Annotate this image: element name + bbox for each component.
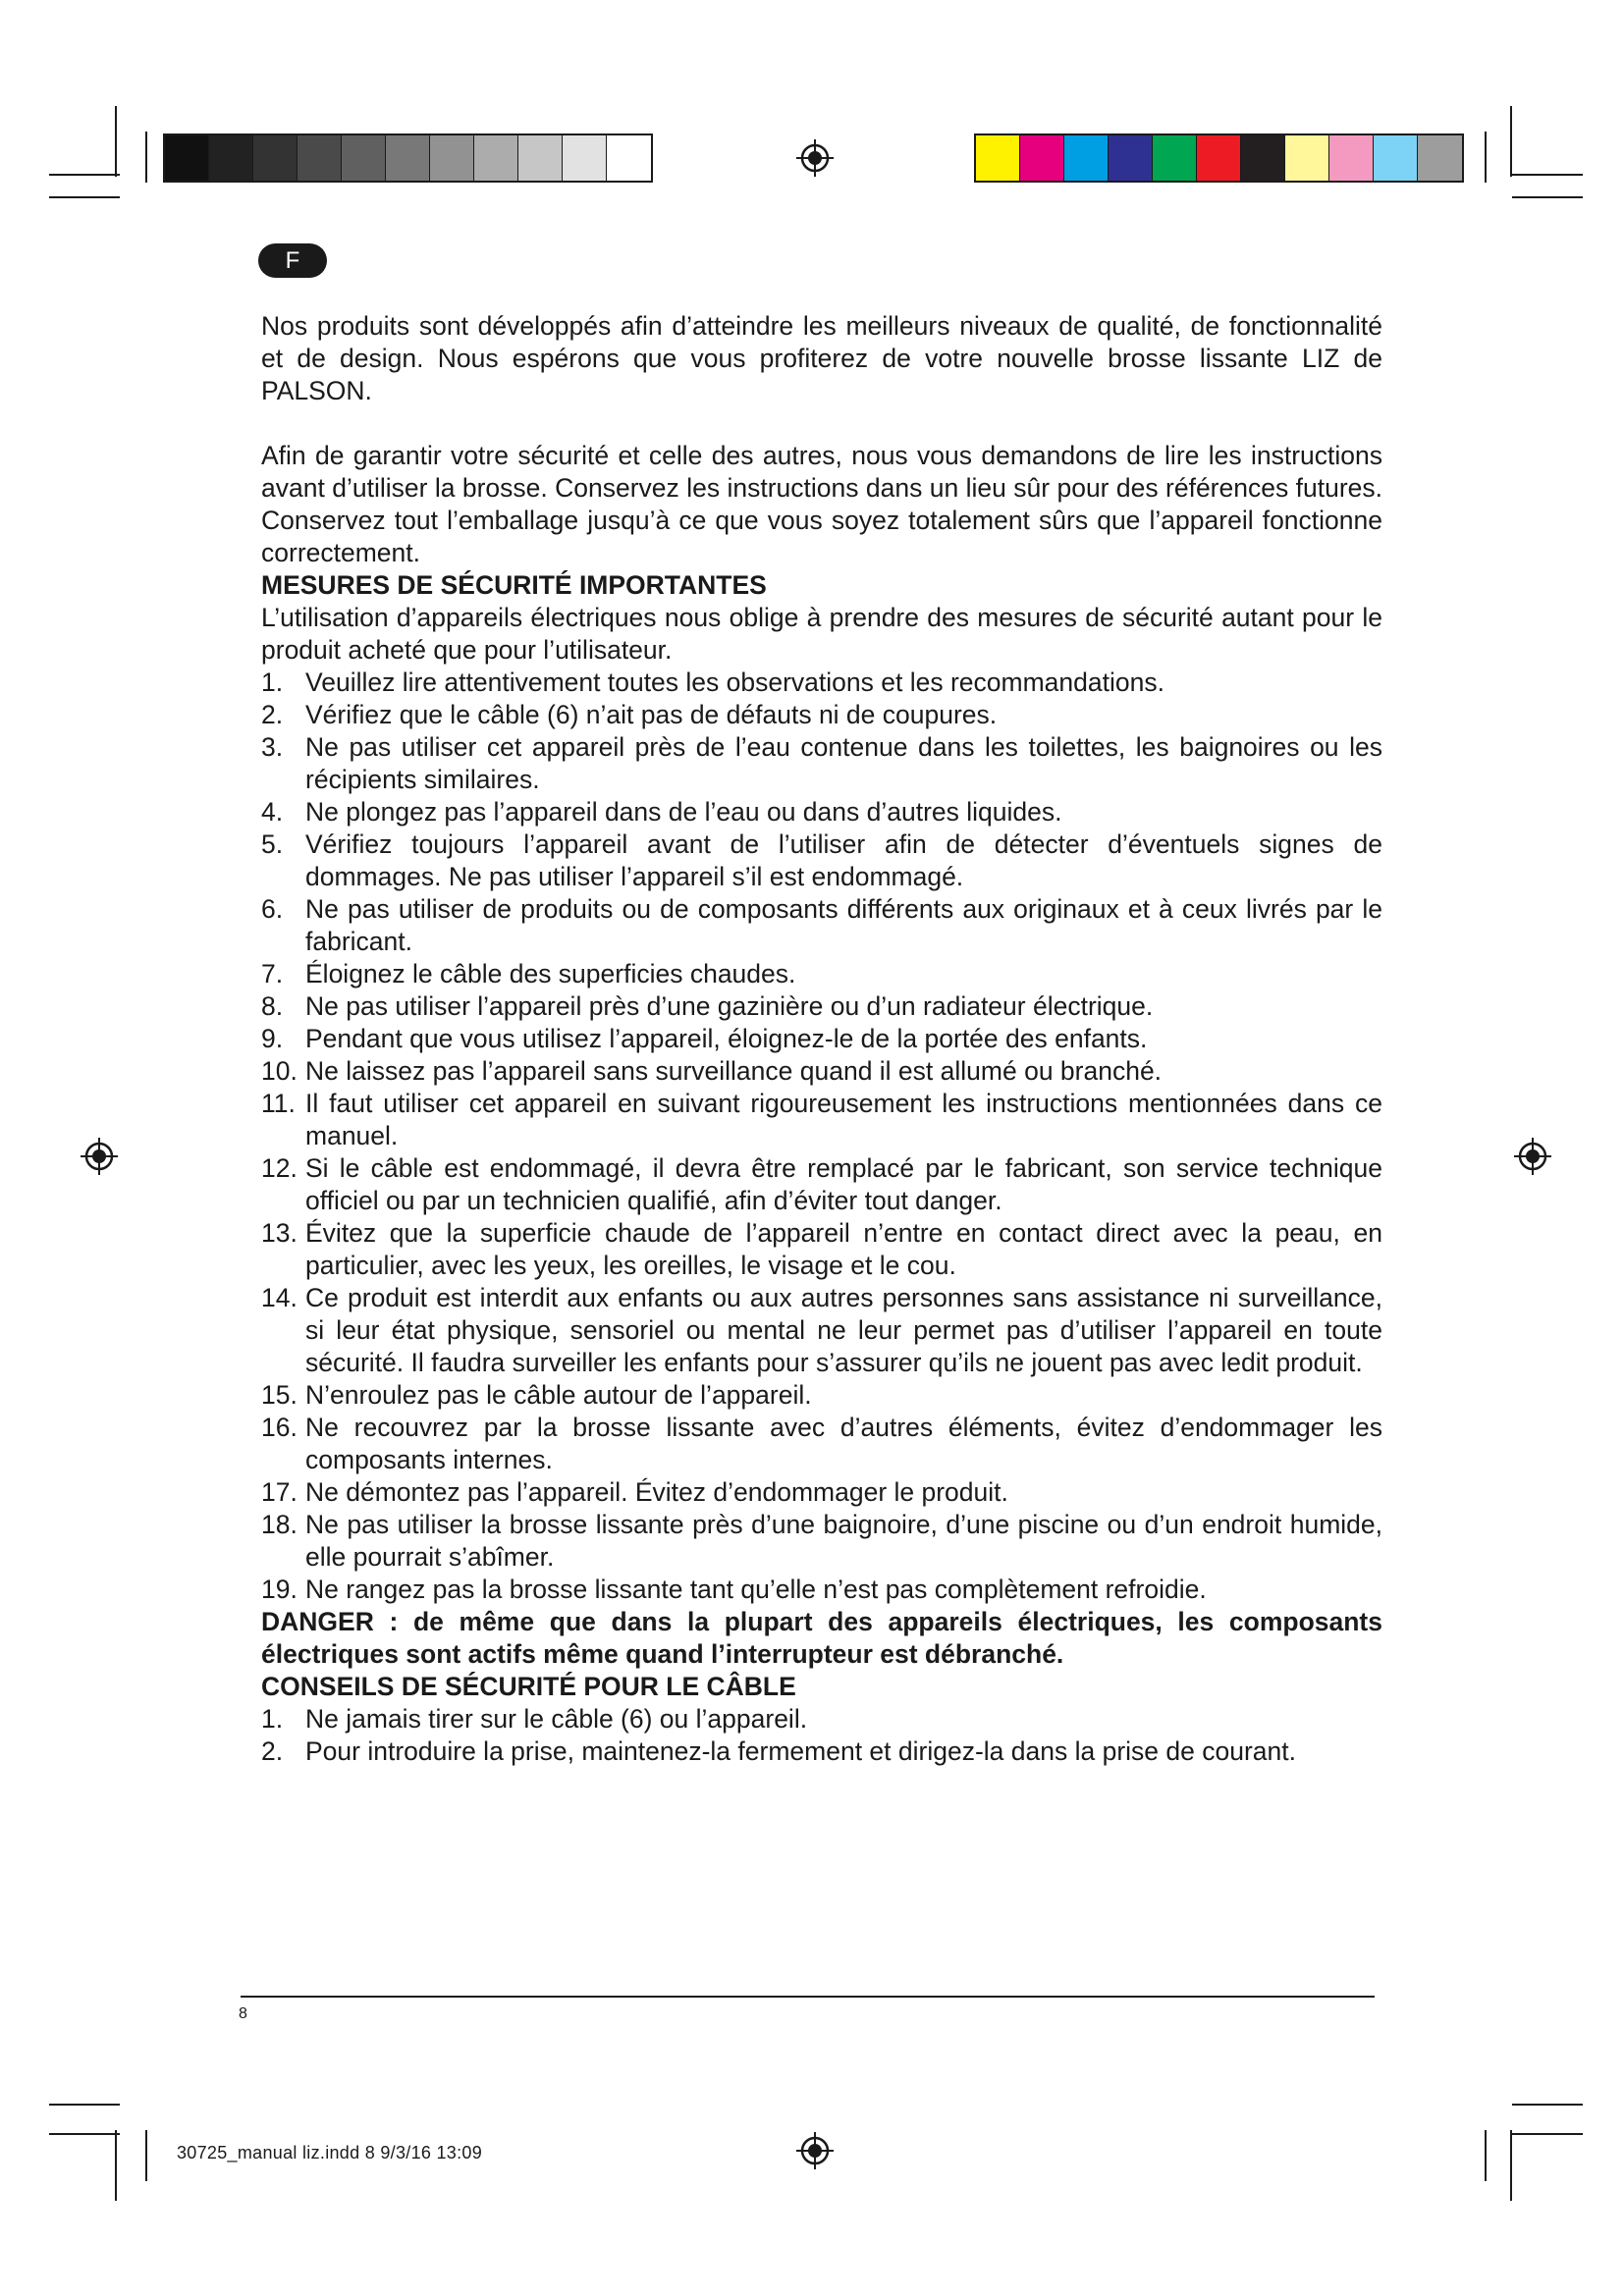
crop-mark [115,2130,117,2201]
list-item [261,1088,1382,1152]
list-item-number: 10. [261,1056,298,1086]
color-swatch [165,135,209,181]
list-item-text: Ne recouvrez par la brosse lissante avec d’autres éléments, évitez d’endommager les composants internes. [305,1413,1382,1474]
list-item-text: Il faut utiliser cet appareil en suivant rigoureusement les instructions mentionnées dans ce manuel. [305,1089,1382,1150]
manual-content [261,310,1382,1768]
list-item-number: 9. [261,1024,284,1053]
list-item-text: Évitez que la superficie chaude de l’appareil n’entre en contact direct avec la peau, en particulier, avec les yeux, les oreilles, le visage et le cou. [305,1218,1382,1280]
crop-mark [1485,132,1487,183]
list-item [261,1379,1382,1412]
list-item-number: 17. [261,1477,298,1507]
list-item-text: Veuillez lire attentivement toutes les observations et les recommandations. [305,667,1164,697]
crop-mark [49,2133,120,2135]
crop-mark [49,174,120,176]
list-item-text: Ne jamais tirer sur le câble (6) ou l’appareil. [305,1704,808,1734]
list-item-number: 1. [261,1704,284,1734]
danger-warning: DANGER : de même que dans la plupart des appareils électriques, les composants électriques sont actifs même quand l’interrupteur est débranché. [261,1607,1382,1669]
color-swatch [1374,135,1418,181]
crop-mark [1512,196,1583,198]
list-item-number: 1. [261,667,284,697]
registration-mark-icon [794,137,836,179]
crop-mark [1512,2133,1583,2135]
list-item-text: Ne laissez pas l’appareil sans surveillance quand il est allumé ou branché. [305,1056,1163,1086]
list-item-text: Ne pas utiliser de produits ou de composants différents aux originaux et à ceux livrés par le fabricant. [305,894,1382,956]
color-swatch [386,135,430,181]
color-swatch [474,135,518,181]
list-item [261,1055,1382,1088]
color-swatch [1153,135,1197,181]
safety-heading: MESURES DE SÉCURITÉ IMPORTANTES [261,570,767,600]
registration-mark-icon [79,1136,120,1177]
list-item-number: 5. [261,829,284,859]
footer-divider [241,1996,1375,1998]
crop-mark [145,2130,147,2181]
list-item-number: 3. [261,732,284,762]
color-swatch [430,135,474,181]
list-item [261,667,1382,699]
grayscale-swatch-bar [163,133,653,183]
list-item-number: 8. [261,991,284,1021]
color-swatch [298,135,342,181]
color-swatch [518,135,563,181]
language-badge: F [258,243,327,278]
list-item-text: Ce produit est interdit aux enfants ou aux autres personnes sans assistance ni surveillance, si leur état physique, sensoriel ou mental ne leur permet pas d’utiliser l’appareil en toute sécurité. Il faudra surveiller les enfants pour s’assurer qu’ils ne jouent pas avec ledit produit. [305,1283,1382,1377]
list-item-number: 18. [261,1510,298,1539]
list-item-text: Ne pas utiliser l’appareil près d’une gazinière ou d’un radiateur électrique. [305,991,1154,1021]
list-item [261,796,1382,828]
color-swatch [1064,135,1109,181]
list-item-number: 6. [261,894,284,924]
color-swatch [1020,135,1064,181]
list-item-text: Pendant que vous utilisez l’appareil, éloignez-le de la portée des enfants. [305,1024,1148,1053]
intro-paragraph: Afin de garantir votre sécurité et celle des autres, nous vous demandons de lire les instructions avant d’utiliser la brosse. Conservez les instructions dans un lieu sûr pour des références futures. Conservez tout l’emballage jusqu’à ce que vous soyez totalement sûrs que l’appareil fonctionne correctement. [261,441,1382,567]
list-item-text: Vérifiez que le câble (6) n’ait pas de défauts ni de coupures. [305,700,998,729]
list-item-number: 7. [261,959,284,988]
color-swatch [1197,135,1241,181]
color-swatch [1285,135,1329,181]
color-swatch [1418,135,1462,181]
list-item [261,699,1382,731]
crop-mark [1512,174,1583,176]
crop-mark [49,2104,120,2106]
list-item-text: Ne pas utiliser la brosse lissante près d’une baignoire, d’une piscine ou d’un endroit humide, elle pourrait s’abîmer. [305,1510,1382,1572]
safety-list [261,667,1382,1606]
crop-mark [115,106,117,177]
list-item-text: Ne pas utiliser cet appareil près de l’eau contenue dans les toilettes, les baignoires ou les récipients similaires. [305,732,1382,794]
list-item-number: 15. [261,1380,298,1410]
print-slug: 30725_manual liz.indd 8 9/3/16 13:09 [177,2143,483,2163]
list-item [261,1476,1382,1509]
list-item-text: Si le câble est endommagé, il devra être remplacé par le fabricant, son service technique officiel ou par un technicien qualifié, afin d’éviter tout danger. [305,1153,1382,1215]
color-swatch [342,135,386,181]
list-item-number: 4. [261,797,284,827]
list-item-number: 12. [261,1153,298,1183]
cable-heading: CONSEILS DE SÉCURITÉ POUR LE CÂBLE [261,1672,796,1701]
color-swatch [253,135,298,181]
color-swatch [1329,135,1374,181]
list-item [261,1574,1382,1606]
list-item [261,1217,1382,1282]
list-item-number: 2. [261,1736,284,1766]
list-item-text: Éloignez le câble des superficies chaudes. [305,959,796,988]
list-item-text: Ne rangez pas la brosse lissante tant qu’elle n’est pas complètement refroidie. [305,1575,1207,1604]
list-item-number: 2. [261,700,284,729]
list-item [261,1735,1382,1768]
list-item [261,958,1382,990]
crop-mark [1510,2130,1512,2201]
cable-list [261,1703,1382,1768]
list-item [261,1509,1382,1574]
page-number: 8 [239,2005,247,2022]
list-item-text: Vérifiez toujours l’appareil avant de l’utiliser afin de détecter d’éventuels signes de dommages. Ne pas utiliser l’appareil s’il est endommagé. [305,829,1382,891]
list-item-text: Pour introduire la prise, maintenez-la fermement et dirigez-la dans la prise de courant. [305,1736,1296,1766]
list-item-number: 16. [261,1413,298,1442]
list-item [261,828,1382,893]
list-item-text: N’enroulez pas le câble autour de l’appareil. [305,1380,812,1410]
list-item-number: 13. [261,1218,298,1248]
color-swatch-bar [974,133,1464,183]
color-swatch [563,135,607,181]
list-item-number: 11. [261,1089,296,1118]
list-item [261,893,1382,958]
color-swatch [607,135,651,181]
list-item [261,1412,1382,1476]
list-item-text: Ne démontez pas l’appareil. Évitez d’endommager le produit. [305,1477,1008,1507]
safety-intro: L’utilisation d’appareils électriques nous oblige à prendre des mesures de sécurité autant pour le produit acheté que pour l’utilisateur. [261,603,1382,665]
list-item-text: Ne plongez pas l’appareil dans de l’eau ou dans d’autres liquides. [305,797,1062,827]
color-swatch [1241,135,1285,181]
registration-mark-icon [1512,1136,1553,1177]
list-item [261,1282,1382,1379]
crop-mark [145,132,147,183]
color-swatch [976,135,1020,181]
list-item [261,1023,1382,1055]
list-item-number: 19. [261,1575,298,1604]
list-item [261,1152,1382,1217]
registration-mark-icon [794,2130,836,2171]
crop-mark [1485,2130,1487,2181]
crop-mark [1510,106,1512,177]
crop-mark [1512,2104,1583,2106]
list-item [261,731,1382,796]
list-item-number: 14. [261,1283,298,1312]
color-swatch [209,135,253,181]
list-item [261,1703,1382,1735]
color-swatch [1109,135,1153,181]
intro-paragraph: Nos produits sont développés afin d’atteindre les meilleurs niveaux de qualité, de fonctionnalité et de design. Nous espérons que vous profiterez de votre nouvelle brosse lissante LIZ de PALSON. [261,311,1382,405]
list-item [261,990,1382,1023]
crop-mark [49,196,120,198]
